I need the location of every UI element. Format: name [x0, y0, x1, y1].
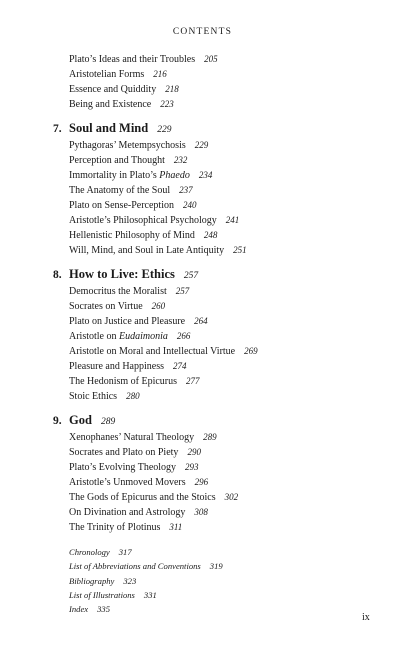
toc-page-ref: 323	[123, 575, 137, 586]
toc-page-ref: 232	[173, 155, 188, 165]
toc-entry[interactable]: Index 335	[69, 604, 110, 615]
toc-page-ref: 234	[198, 170, 213, 180]
chapter-title: Soul and Mind	[69, 121, 149, 135]
toc-page-ref: 296	[194, 477, 209, 487]
toc-entry[interactable]: Socrates and Plato on Piety 290	[69, 447, 201, 458]
toc-entry[interactable]: Socrates on Virtue 260	[69, 301, 166, 312]
toc-entry[interactable]: List of Abbreviations and Conventions 319	[69, 561, 223, 572]
toc-page-ref: 237	[179, 185, 193, 195]
toc-page-ref: 293	[185, 462, 199, 472]
toc-page-ref: 229	[194, 140, 209, 150]
toc-entry[interactable]: Bibliography 323	[69, 575, 137, 586]
toc-entry[interactable]: Aristotle’s Philosophical Psychology 241	[69, 215, 240, 226]
toc-entry[interactable]: The Anatomy of the Soul 237	[69, 185, 193, 196]
chapter-number: 8.	[53, 269, 62, 281]
toc-page-ref: 251	[233, 245, 247, 255]
toc-page-ref: 290	[187, 447, 201, 457]
toc-page-ref: 319	[209, 561, 223, 572]
toc-entry[interactable]: Pythagoras’ Metempsychosis 229	[69, 140, 209, 151]
page-number: ix	[362, 612, 370, 623]
chapter-number: 7.	[53, 123, 62, 135]
toc-page-ref: 229	[157, 125, 172, 135]
toc-entry[interactable]: Aristotelian Forms 216	[69, 69, 167, 80]
toc-page-ref: 277	[186, 376, 200, 386]
toc-page-ref: 241	[225, 215, 240, 225]
toc-page-ref: 257	[183, 271, 199, 281]
toc-page-ref: 317	[118, 547, 132, 557]
backmatter-list	[53, 545, 383, 616]
toc-entry[interactable]: Hellenistic Philosophy of Mind 248	[69, 230, 218, 241]
toc-page-ref: 302	[224, 492, 239, 502]
toc-entry[interactable]: The Gods of Epicurus and the Stoics 302	[69, 492, 239, 503]
toc-page-ref: 289	[100, 417, 116, 427]
toc-page-ref: 274	[172, 361, 187, 371]
toc-page-ref: 280	[126, 391, 140, 401]
toc-entry[interactable]: Plato’s Evolving Theology 293	[69, 462, 199, 473]
toc-entry[interactable]: Plato’s Ideas and their Troubles 205	[69, 54, 218, 65]
chapter-heading-7[interactable]	[53, 118, 383, 138]
toc-page-ref: 308	[194, 507, 208, 517]
toc-entry[interactable]: Immortality in Plato’s Phaedo 234	[69, 170, 213, 181]
toc-section-top	[53, 52, 383, 112]
toc-entry[interactable]: Aristotle’s Unmoved Movers 296	[69, 477, 209, 488]
toc-entry[interactable]: Will, Mind, and Soul in Late Antiquity 251	[69, 245, 247, 256]
chapter-title: God	[69, 413, 92, 427]
toc-entry[interactable]: Perception and Thought 232	[69, 155, 188, 166]
toc-page-ref: 216	[153, 69, 167, 79]
toc-entry[interactable]: List of Illustrations 331	[69, 589, 157, 600]
toc-page-ref: 240	[182, 200, 197, 210]
toc-page-ref: 218	[165, 84, 179, 94]
chapter-8-entries	[53, 284, 383, 404]
toc-entry[interactable]: Essence and Quiddity 218	[69, 84, 179, 95]
chapter-7-entries	[53, 138, 383, 258]
toc-content	[53, 52, 383, 616]
toc-entry[interactable]: Pleasure and Happiness 274	[69, 361, 187, 372]
toc-entry[interactable]: Aristotle on Eudaimonia 266	[69, 331, 191, 342]
running-header: CONTENTS	[172, 27, 233, 37]
toc-page-ref: 269	[244, 346, 258, 356]
toc-page-ref: 266	[176, 331, 191, 341]
toc-page-ref: 289	[203, 432, 217, 442]
chapter-heading-8[interactable]	[53, 264, 383, 284]
toc-entry[interactable]: Democritus the Moralist 257	[69, 286, 190, 297]
toc-page-ref: 335	[97, 604, 110, 615]
toc-page-ref: 311	[169, 522, 183, 532]
chapter-number: 9.	[53, 415, 62, 427]
toc-page-ref: 223	[160, 99, 174, 109]
toc-entry[interactable]: Stoic Ethics 280	[69, 391, 140, 402]
toc-page-ref: 248	[203, 230, 218, 240]
toc-entry[interactable]: Plato on Justice and Pleasure 264	[69, 316, 208, 327]
toc-entry[interactable]: The Hedonism of Epicurus 277	[69, 376, 200, 387]
chapter-title: How to Live: Ethics	[69, 267, 175, 281]
toc-entry[interactable]: Plato on Sense-Perception 240	[69, 200, 197, 211]
toc-page-ref: 264	[194, 316, 208, 326]
toc-entry[interactable]: The Trinity of Plotinus 311	[69, 522, 183, 533]
toc-page-ref: 260	[151, 301, 166, 311]
toc-page-ref: 331	[143, 589, 157, 600]
toc-entry[interactable]: On Divination and Astrology 308	[69, 507, 208, 518]
chapter-heading-9[interactable]	[53, 410, 383, 430]
toc-entry[interactable]: Aristotle on Moral and Intellectual Virtue 269	[69, 346, 258, 357]
chapter-9-entries	[53, 430, 383, 535]
toc-entry[interactable]: Chronology 317	[69, 547, 132, 557]
toc-page-ref: 205	[204, 54, 218, 64]
toc-entry[interactable]: Xenophanes’ Natural Theology 289	[69, 432, 217, 443]
toc-entry[interactable]: Being and Existence 223	[69, 99, 174, 110]
toc-page-ref: 257	[175, 286, 190, 296]
